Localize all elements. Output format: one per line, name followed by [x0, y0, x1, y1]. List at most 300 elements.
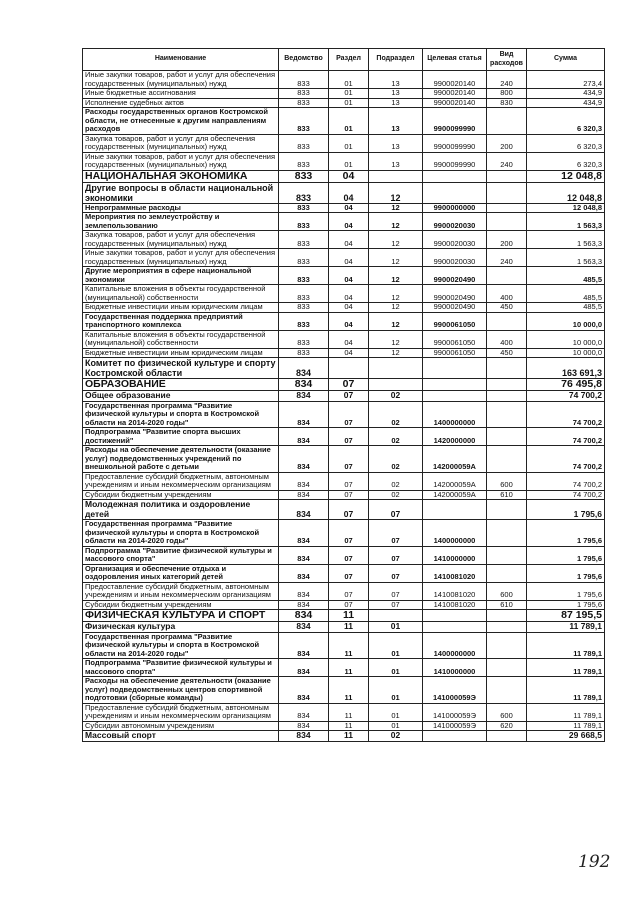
cell-subsection: 02 [369, 401, 423, 428]
cell-dept: 833 [279, 71, 329, 89]
cell-kind [487, 358, 527, 379]
cell-kind: 400 [487, 285, 527, 303]
cell-name: НАЦИОНАЛЬНАЯ ЭКОНОМИКА [83, 170, 279, 182]
cell-dept: 833 [279, 152, 329, 170]
cell-subsection: 01 [369, 659, 423, 677]
cell-section: 07 [329, 582, 369, 600]
cell-name: Массовый спорт [83, 731, 279, 742]
cell-kind: 240 [487, 249, 527, 267]
cell-target: 9900020490 [423, 303, 487, 313]
cell-dept: 834 [279, 520, 329, 547]
cell-dept: 833 [279, 108, 329, 135]
cell-dept: 833 [279, 182, 329, 203]
cell-dept: 833 [279, 285, 329, 303]
cell-target: 1400000000 [423, 401, 487, 428]
cell-subsection: 01 [369, 622, 423, 633]
budget-table [82, 48, 605, 742]
table-row [83, 401, 605, 428]
cell-subsection: 13 [369, 152, 423, 170]
cell-kind [487, 391, 527, 402]
cell-dept: 833 [279, 303, 329, 313]
cell-sum: 12 048,8 [527, 170, 605, 182]
cell-subsection: 12 [369, 203, 423, 213]
cell-kind [487, 213, 527, 231]
cell-sum: 10 000,0 [527, 348, 605, 358]
cell-dept: 833 [279, 213, 329, 231]
cell-kind [487, 428, 527, 446]
cell-section: 04 [329, 213, 369, 231]
cell-section: 11 [329, 721, 369, 731]
page-number: 192 [578, 852, 611, 872]
cell-name: Предоставление субсидий бюджетным, автономным учреждениям и иным некоммерческим организациям [83, 582, 279, 600]
header-kind: Вид расходов [487, 49, 527, 71]
table-row [83, 213, 605, 231]
cell-sum: 434,9 [527, 89, 605, 99]
cell-name: Предоставление субсидий бюджетным, автономным учреждениям и иным некоммерческим организациям [83, 472, 279, 490]
cell-target: 9900020140 [423, 71, 487, 89]
table-row [83, 428, 605, 446]
cell-subsection: 02 [369, 490, 423, 500]
cell-sum: 11 789,1 [527, 659, 605, 677]
cell-target: 9900020490 [423, 285, 487, 303]
cell-name: Подпрограмма "Развитие спорта высших достижений" [83, 428, 279, 446]
cell-sum: 74 700,2 [527, 446, 605, 473]
cell-target: 9900061050 [423, 312, 487, 330]
cell-dept: 833 [279, 203, 329, 213]
cell-dept: 834 [279, 546, 329, 564]
cell-dept: 834 [279, 401, 329, 428]
cell-subsection [369, 610, 423, 622]
cell-subsection: 13 [369, 108, 423, 135]
cell-dept: 834 [279, 582, 329, 600]
cell-sum: 1 795,6 [527, 582, 605, 600]
cell-kind [487, 182, 527, 203]
cell-subsection: 07 [369, 520, 423, 547]
cell-dept: 834 [279, 721, 329, 731]
cell-kind [487, 659, 527, 677]
cell-sum: 273,4 [527, 71, 605, 89]
cell-section: 07 [329, 472, 369, 490]
cell-dept: 834 [279, 358, 329, 379]
cell-target: 9900020030 [423, 231, 487, 249]
header-subsection: Подраздел [369, 49, 423, 71]
cell-subsection: 02 [369, 731, 423, 742]
cell-subsection: 01 [369, 703, 423, 721]
cell-kind: 610 [487, 600, 527, 610]
cell-dept: 834 [279, 703, 329, 721]
cell-kind: 450 [487, 348, 527, 358]
cell-kind [487, 312, 527, 330]
cell-sum: 1 563,3 [527, 231, 605, 249]
header-dept: Ведомство [279, 49, 329, 71]
table-row [83, 659, 605, 677]
cell-subsection [369, 358, 423, 379]
cell-section: 11 [329, 610, 369, 622]
table-row [83, 285, 605, 303]
cell-target [423, 379, 487, 391]
cell-section: 01 [329, 152, 369, 170]
cell-kind: 200 [487, 134, 527, 152]
cell-dept: 834 [279, 610, 329, 622]
table-row [83, 152, 605, 170]
cell-dept: 833 [279, 231, 329, 249]
cell-target: 1400000000 [423, 632, 487, 659]
cell-subsection [369, 170, 423, 182]
cell-name: ОБРАЗОВАНИЕ [83, 379, 279, 391]
cell-name: Государственная программа "Развитие физической культуры и спорта в Костромской области на 2014-2020 годы" [83, 632, 279, 659]
cell-name: Комитет по физической культуре и спорту Костромской области [83, 358, 279, 379]
cell-target: 9900020140 [423, 98, 487, 108]
cell-section: 07 [329, 490, 369, 500]
table-row [83, 622, 605, 633]
cell-sum: 1 795,6 [527, 600, 605, 610]
cell-target [423, 622, 487, 633]
cell-target: 141000059Э [423, 677, 487, 704]
cell-sum: 11 789,1 [527, 632, 605, 659]
table-row [83, 170, 605, 182]
cell-subsection: 07 [369, 546, 423, 564]
cell-target [423, 391, 487, 402]
cell-subsection: 07 [369, 600, 423, 610]
cell-dept: 833 [279, 134, 329, 152]
table-body [83, 71, 605, 742]
cell-name: Субсидии бюджетным учреждениям [83, 600, 279, 610]
cell-target: 142000059А [423, 446, 487, 473]
cell-target: 9900000000 [423, 203, 487, 213]
cell-section: 04 [329, 348, 369, 358]
cell-name: Предоставление субсидий бюджетным, автономным учреждениям и иным некоммерческим организациям [83, 703, 279, 721]
cell-kind: 600 [487, 472, 527, 490]
cell-section: 01 [329, 71, 369, 89]
cell-kind: 240 [487, 71, 527, 89]
table-row [83, 564, 605, 582]
cell-kind: 800 [487, 89, 527, 99]
cell-target: 1410081020 [423, 564, 487, 582]
cell-kind [487, 677, 527, 704]
table-row [83, 500, 605, 520]
cell-name: Капитальные вложения в объекты государственной (муниципальной) собственности [83, 330, 279, 348]
cell-section: 04 [329, 303, 369, 313]
cell-kind [487, 610, 527, 622]
cell-dept: 834 [279, 731, 329, 742]
cell-section: 07 [329, 391, 369, 402]
cell-section: 07 [329, 520, 369, 547]
header-sum: Сумма [527, 49, 605, 71]
cell-kind: 450 [487, 303, 527, 313]
cell-sum: 10 000,0 [527, 312, 605, 330]
cell-name: Расходы на обеспечение деятельности (оказание услуг) подведомственных учреждений по внешкольной работе с детьми [83, 446, 279, 473]
table-row [83, 520, 605, 547]
cell-section: 11 [329, 622, 369, 633]
cell-kind [487, 500, 527, 520]
cell-subsection: 02 [369, 446, 423, 473]
cell-name: Иные закупки товаров, работ и услуг для обеспечения государственных (муниципальных) нужд [83, 249, 279, 267]
cell-kind [487, 267, 527, 285]
cell-name: Другие мероприятия в сфере национальной экономики [83, 267, 279, 285]
cell-section: 04 [329, 231, 369, 249]
cell-dept: 834 [279, 600, 329, 610]
cell-sum: 11 789,1 [527, 677, 605, 704]
cell-subsection: 13 [369, 134, 423, 152]
cell-sum: 74 700,2 [527, 472, 605, 490]
cell-section: 07 [329, 446, 369, 473]
cell-sum: 434,9 [527, 98, 605, 108]
cell-name: Другие вопросы в области национальной экономики [83, 182, 279, 203]
cell-kind: 620 [487, 721, 527, 731]
cell-target: 1410081020 [423, 582, 487, 600]
cell-section: 11 [329, 677, 369, 704]
table-row [83, 472, 605, 490]
cell-subsection: 02 [369, 391, 423, 402]
table-row [83, 610, 605, 622]
cell-target: 9900099990 [423, 134, 487, 152]
cell-section [329, 358, 369, 379]
cell-sum: 6 320,3 [527, 152, 605, 170]
cell-name: Подпрограмма "Развитие физической культуры и массового спорта" [83, 659, 279, 677]
cell-name: Молодежная политика и оздоровление детей [83, 500, 279, 520]
cell-section: 07 [329, 379, 369, 391]
cell-target [423, 182, 487, 203]
cell-sum: 6 320,3 [527, 134, 605, 152]
cell-section: 04 [329, 249, 369, 267]
cell-section: 04 [329, 330, 369, 348]
cell-target: 9900061050 [423, 330, 487, 348]
cell-target: 1410081020 [423, 600, 487, 610]
cell-target: 1410000000 [423, 546, 487, 564]
cell-subsection: 07 [369, 500, 423, 520]
cell-dept: 834 [279, 490, 329, 500]
cell-target: 9900099990 [423, 108, 487, 135]
table-row [83, 582, 605, 600]
cell-dept: 834 [279, 472, 329, 490]
cell-section: 07 [329, 500, 369, 520]
table-row [83, 182, 605, 203]
cell-kind: 240 [487, 152, 527, 170]
cell-kind [487, 446, 527, 473]
cell-target: 1420000000 [423, 428, 487, 446]
cell-kind: 600 [487, 703, 527, 721]
cell-section: 04 [329, 285, 369, 303]
cell-kind [487, 632, 527, 659]
cell-sum: 485,5 [527, 303, 605, 313]
cell-sum: 163 691,3 [527, 358, 605, 379]
cell-subsection: 13 [369, 71, 423, 89]
cell-name: Закупка товаров, работ и услуг для обеспечения государственных (муниципальных) нужд [83, 134, 279, 152]
cell-dept: 834 [279, 677, 329, 704]
cell-kind: 610 [487, 490, 527, 500]
cell-kind [487, 546, 527, 564]
cell-sum: 87 195,5 [527, 610, 605, 622]
table-row [83, 134, 605, 152]
cell-subsection: 01 [369, 632, 423, 659]
cell-dept: 834 [279, 428, 329, 446]
table-row [83, 391, 605, 402]
cell-section: 01 [329, 89, 369, 99]
table-row [83, 677, 605, 704]
cell-sum: 1 563,3 [527, 213, 605, 231]
cell-sum: 10 000,0 [527, 330, 605, 348]
cell-name: Исполнение судебных актов [83, 98, 279, 108]
cell-sum: 485,5 [527, 267, 605, 285]
cell-name: Мероприятия по землеустройству и землепользованию [83, 213, 279, 231]
table-row [83, 108, 605, 135]
cell-sum: 1 795,6 [527, 500, 605, 520]
cell-target: 141000059Э [423, 703, 487, 721]
table-header-row [83, 49, 605, 71]
cell-subsection: 13 [369, 89, 423, 99]
cell-sum: 74 700,2 [527, 391, 605, 402]
cell-name: Организация и обеспечение отдыха и оздоровления иных категорий детей [83, 564, 279, 582]
cell-section: 07 [329, 600, 369, 610]
cell-subsection: 12 [369, 182, 423, 203]
header-name: Наименование [83, 49, 279, 71]
cell-name: Государственная поддержка предприятий транспортного комплекса [83, 312, 279, 330]
cell-kind [487, 564, 527, 582]
table-row [83, 446, 605, 473]
cell-sum: 1 795,6 [527, 546, 605, 564]
cell-dept: 833 [279, 348, 329, 358]
cell-section: 01 [329, 98, 369, 108]
table-row [83, 303, 605, 313]
cell-name: Субсидии автономным учреждениям [83, 721, 279, 731]
cell-subsection: 12 [369, 348, 423, 358]
cell-name: Иные бюджетные ассигнования [83, 89, 279, 99]
cell-dept: 834 [279, 446, 329, 473]
cell-section: 11 [329, 703, 369, 721]
cell-dept: 833 [279, 312, 329, 330]
cell-name: ФИЗИЧЕСКАЯ КУЛЬТУРА И СПОРТ [83, 610, 279, 622]
cell-kind: 600 [487, 582, 527, 600]
cell-subsection: 12 [369, 285, 423, 303]
cell-sum: 74 700,2 [527, 428, 605, 446]
cell-section: 07 [329, 564, 369, 582]
cell-kind [487, 622, 527, 633]
cell-sum: 6 320,3 [527, 108, 605, 135]
cell-subsection [369, 379, 423, 391]
cell-name: Субсидии бюджетным учреждениям [83, 490, 279, 500]
cell-section: 07 [329, 401, 369, 428]
cell-subsection: 02 [369, 472, 423, 490]
cell-dept: 834 [279, 391, 329, 402]
cell-name: Закупка товаров, работ и услуг для обеспечения государственных (муниципальных) нужд [83, 231, 279, 249]
cell-kind [487, 731, 527, 742]
header-section: Раздел [329, 49, 369, 71]
table-row [83, 546, 605, 564]
cell-subsection: 12 [369, 231, 423, 249]
cell-kind: 200 [487, 231, 527, 249]
cell-dept: 833 [279, 89, 329, 99]
table-row [83, 379, 605, 391]
cell-section: 01 [329, 134, 369, 152]
cell-subsection: 12 [369, 249, 423, 267]
table-row [83, 71, 605, 89]
table-row [83, 358, 605, 379]
cell-target [423, 500, 487, 520]
cell-section: 11 [329, 632, 369, 659]
cell-name: Иные закупки товаров, работ и услуг для обеспечения государственных (муниципальных) нужд [83, 71, 279, 89]
cell-target [423, 358, 487, 379]
table-row [83, 348, 605, 358]
cell-section: 11 [329, 659, 369, 677]
table-row [83, 731, 605, 742]
cell-section: 04 [329, 203, 369, 213]
cell-sum: 76 495,8 [527, 379, 605, 391]
cell-kind [487, 108, 527, 135]
cell-dept: 834 [279, 622, 329, 633]
cell-subsection: 12 [369, 213, 423, 231]
table-row [83, 249, 605, 267]
table-row [83, 330, 605, 348]
cell-kind [487, 520, 527, 547]
cell-section: 04 [329, 182, 369, 203]
cell-name: Расходы на обеспечение деятельности (оказание услуг) подведомственных центров спортивной подготовки (сборные команды) [83, 677, 279, 704]
cell-name: Иные закупки товаров, работ и услуг для обеспечения государственных (муниципальных) нужд [83, 152, 279, 170]
cell-target: 9900020030 [423, 249, 487, 267]
cell-dept: 833 [279, 249, 329, 267]
cell-subsection: 01 [369, 677, 423, 704]
table-row [83, 632, 605, 659]
cell-name: Бюджетные инвестиции иным юридическим лицам [83, 303, 279, 313]
cell-sum: 11 789,1 [527, 622, 605, 633]
cell-dept: 834 [279, 632, 329, 659]
table-row [83, 231, 605, 249]
cell-sum: 1 795,6 [527, 520, 605, 547]
cell-target [423, 170, 487, 182]
cell-name: Общее образование [83, 391, 279, 402]
cell-section: 04 [329, 267, 369, 285]
cell-kind [487, 203, 527, 213]
cell-target: 142000059А [423, 472, 487, 490]
cell-sum: 485,5 [527, 285, 605, 303]
cell-target [423, 610, 487, 622]
cell-subsection: 07 [369, 582, 423, 600]
cell-target: 9900099990 [423, 152, 487, 170]
cell-name: Государственная программа "Развитие физической культуры и спорта в Костромской области на 2014-2020 годы" [83, 401, 279, 428]
cell-name: Государственная программа "Развитие физической культуры и спорта в Костромской области на 2014-2020 годы" [83, 520, 279, 547]
cell-kind: 830 [487, 98, 527, 108]
cell-dept: 834 [279, 564, 329, 582]
cell-sum: 74 700,2 [527, 490, 605, 500]
cell-dept: 834 [279, 659, 329, 677]
table-row [83, 312, 605, 330]
cell-target [423, 731, 487, 742]
cell-kind [487, 379, 527, 391]
cell-dept: 834 [279, 500, 329, 520]
cell-target: 9900020030 [423, 213, 487, 231]
cell-subsection: 12 [369, 267, 423, 285]
cell-subsection: 12 [369, 303, 423, 313]
cell-target: 1400000000 [423, 520, 487, 547]
cell-target: 141000059Э [423, 721, 487, 731]
header-target: Целевая статья [423, 49, 487, 71]
cell-subsection: 12 [369, 330, 423, 348]
cell-target: 9900020140 [423, 89, 487, 99]
cell-sum: 1 563,3 [527, 249, 605, 267]
cell-sum: 11 789,1 [527, 703, 605, 721]
cell-section: 07 [329, 428, 369, 446]
cell-section: 07 [329, 546, 369, 564]
cell-target: 9900061050 [423, 348, 487, 358]
cell-name: Капитальные вложения в объекты государственной (муниципальной) собственности [83, 285, 279, 303]
cell-subsection: 07 [369, 564, 423, 582]
cell-target: 142000059А [423, 490, 487, 500]
cell-subsection: 02 [369, 428, 423, 446]
cell-kind [487, 401, 527, 428]
cell-section: 04 [329, 170, 369, 182]
cell-name: Непрограммные расходы [83, 203, 279, 213]
cell-subsection: 01 [369, 721, 423, 731]
cell-kind: 400 [487, 330, 527, 348]
